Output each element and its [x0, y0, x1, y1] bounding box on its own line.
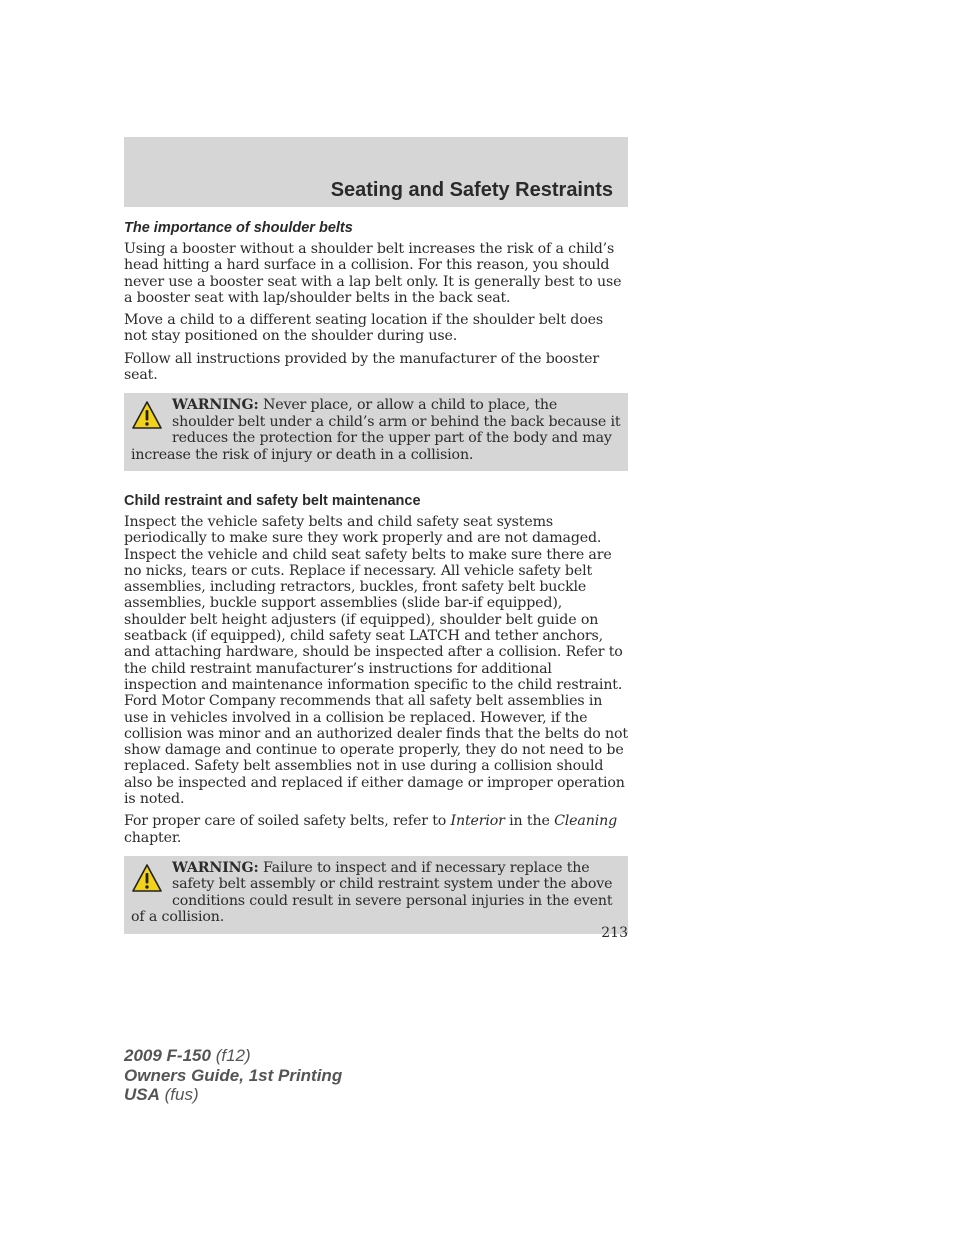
page-number: 213: [601, 925, 628, 941]
chapter-title: Seating and Safety Restraints: [330, 179, 613, 201]
warning-text: Failure to inspect and if necessary replace the safety belt assembly or child restraint system under the above conditions could result in severe personal injuries in the event of a collision.: [131, 859, 613, 926]
care-paragraph: [124, 813, 628, 846]
interior-reference: Interior: [450, 813, 505, 830]
warning-label: WARNING:: [172, 397, 259, 414]
warning-box: [124, 393, 628, 471]
page-content: [124, 220, 628, 934]
section-heading-maintenance: Child restraint and safety belt maintenance: [124, 493, 421, 509]
paragraph: Inspect the vehicle safety belts and child safety seat systems periodically to make sure they work properly and are not damaged. Inspect the vehicle and child seat safety belts to make sure there are no nicks, tears or cuts. Replace if necessary. All vehicle safety belt assemblies, including retractors, buckles, front safety belt buckle assemblies, buckle support assemblies (slide bar-if equipped), shoulder belt height adjusters (if equipped), shoulder belt guide on seatback (if equipped), child safety seat LATCH and tether anchors, and attaching hardware, should be inspected after a collision. Refer to the child restraint manufacturer’s instructions for additional inspection and maintenance information specific to the child restraint. Ford Motor Company recommends that all safety belt assemblies in use in vehicles involved in a collision be replaced. However, if the collision was minor and an authorized dealer finds that the belts do not show damage and continue to operate properly, they do not need to be replaced. Safety belt assemblies not in use during a collision should also be inspected and replaced if either damage or improper operation is noted.: [124, 514, 628, 808]
warning-box: [124, 856, 628, 934]
care-suffix: chapter.: [124, 829, 182, 846]
care-middle: in the: [504, 813, 555, 830]
section-heading-shoulder-belts: The importance of shoulder belts: [124, 220, 353, 236]
document-footer: [124, 1046, 342, 1105]
warning-label: WARNING:: [172, 859, 259, 876]
care-prefix: For proper care of soiled safety belts, refer to: [124, 813, 451, 830]
warning-text: Never place, or allow a child to place, the shoulder belt under a child’s arm or behind the back because it reduces the protection for the upper part of the body and may increase the risk of injury or death in a collision.: [131, 397, 621, 463]
cleaning-reference: Cleaning: [554, 813, 618, 830]
footer-line-3: USA (fus): [124, 1085, 199, 1104]
paragraph: Follow all instructions provided by the manufacturer of the booster seat.: [124, 350, 600, 384]
warning-triangle-icon: [131, 862, 163, 894]
footer-line-2: Owners Guide, 1st Printing: [124, 1065, 343, 1085]
paragraph: Move a child to a different seating location if the shoulder belt does not stay positioned on the shoulder during use.: [124, 312, 603, 345]
chapter-header-band: [124, 137, 628, 207]
footer-line-1: 2009 F-150 (f12): [124, 1046, 251, 1065]
warning-triangle-icon: [131, 399, 163, 431]
paragraph: Using a booster without a shoulder belt increases the risk of a child’s head hitting a hard surface in a collision. For this reason, you should never use a booster seat with a lap belt only. It is generally best to use a booster seat with lap/shoulder belts in the back seat.: [124, 241, 622, 306]
